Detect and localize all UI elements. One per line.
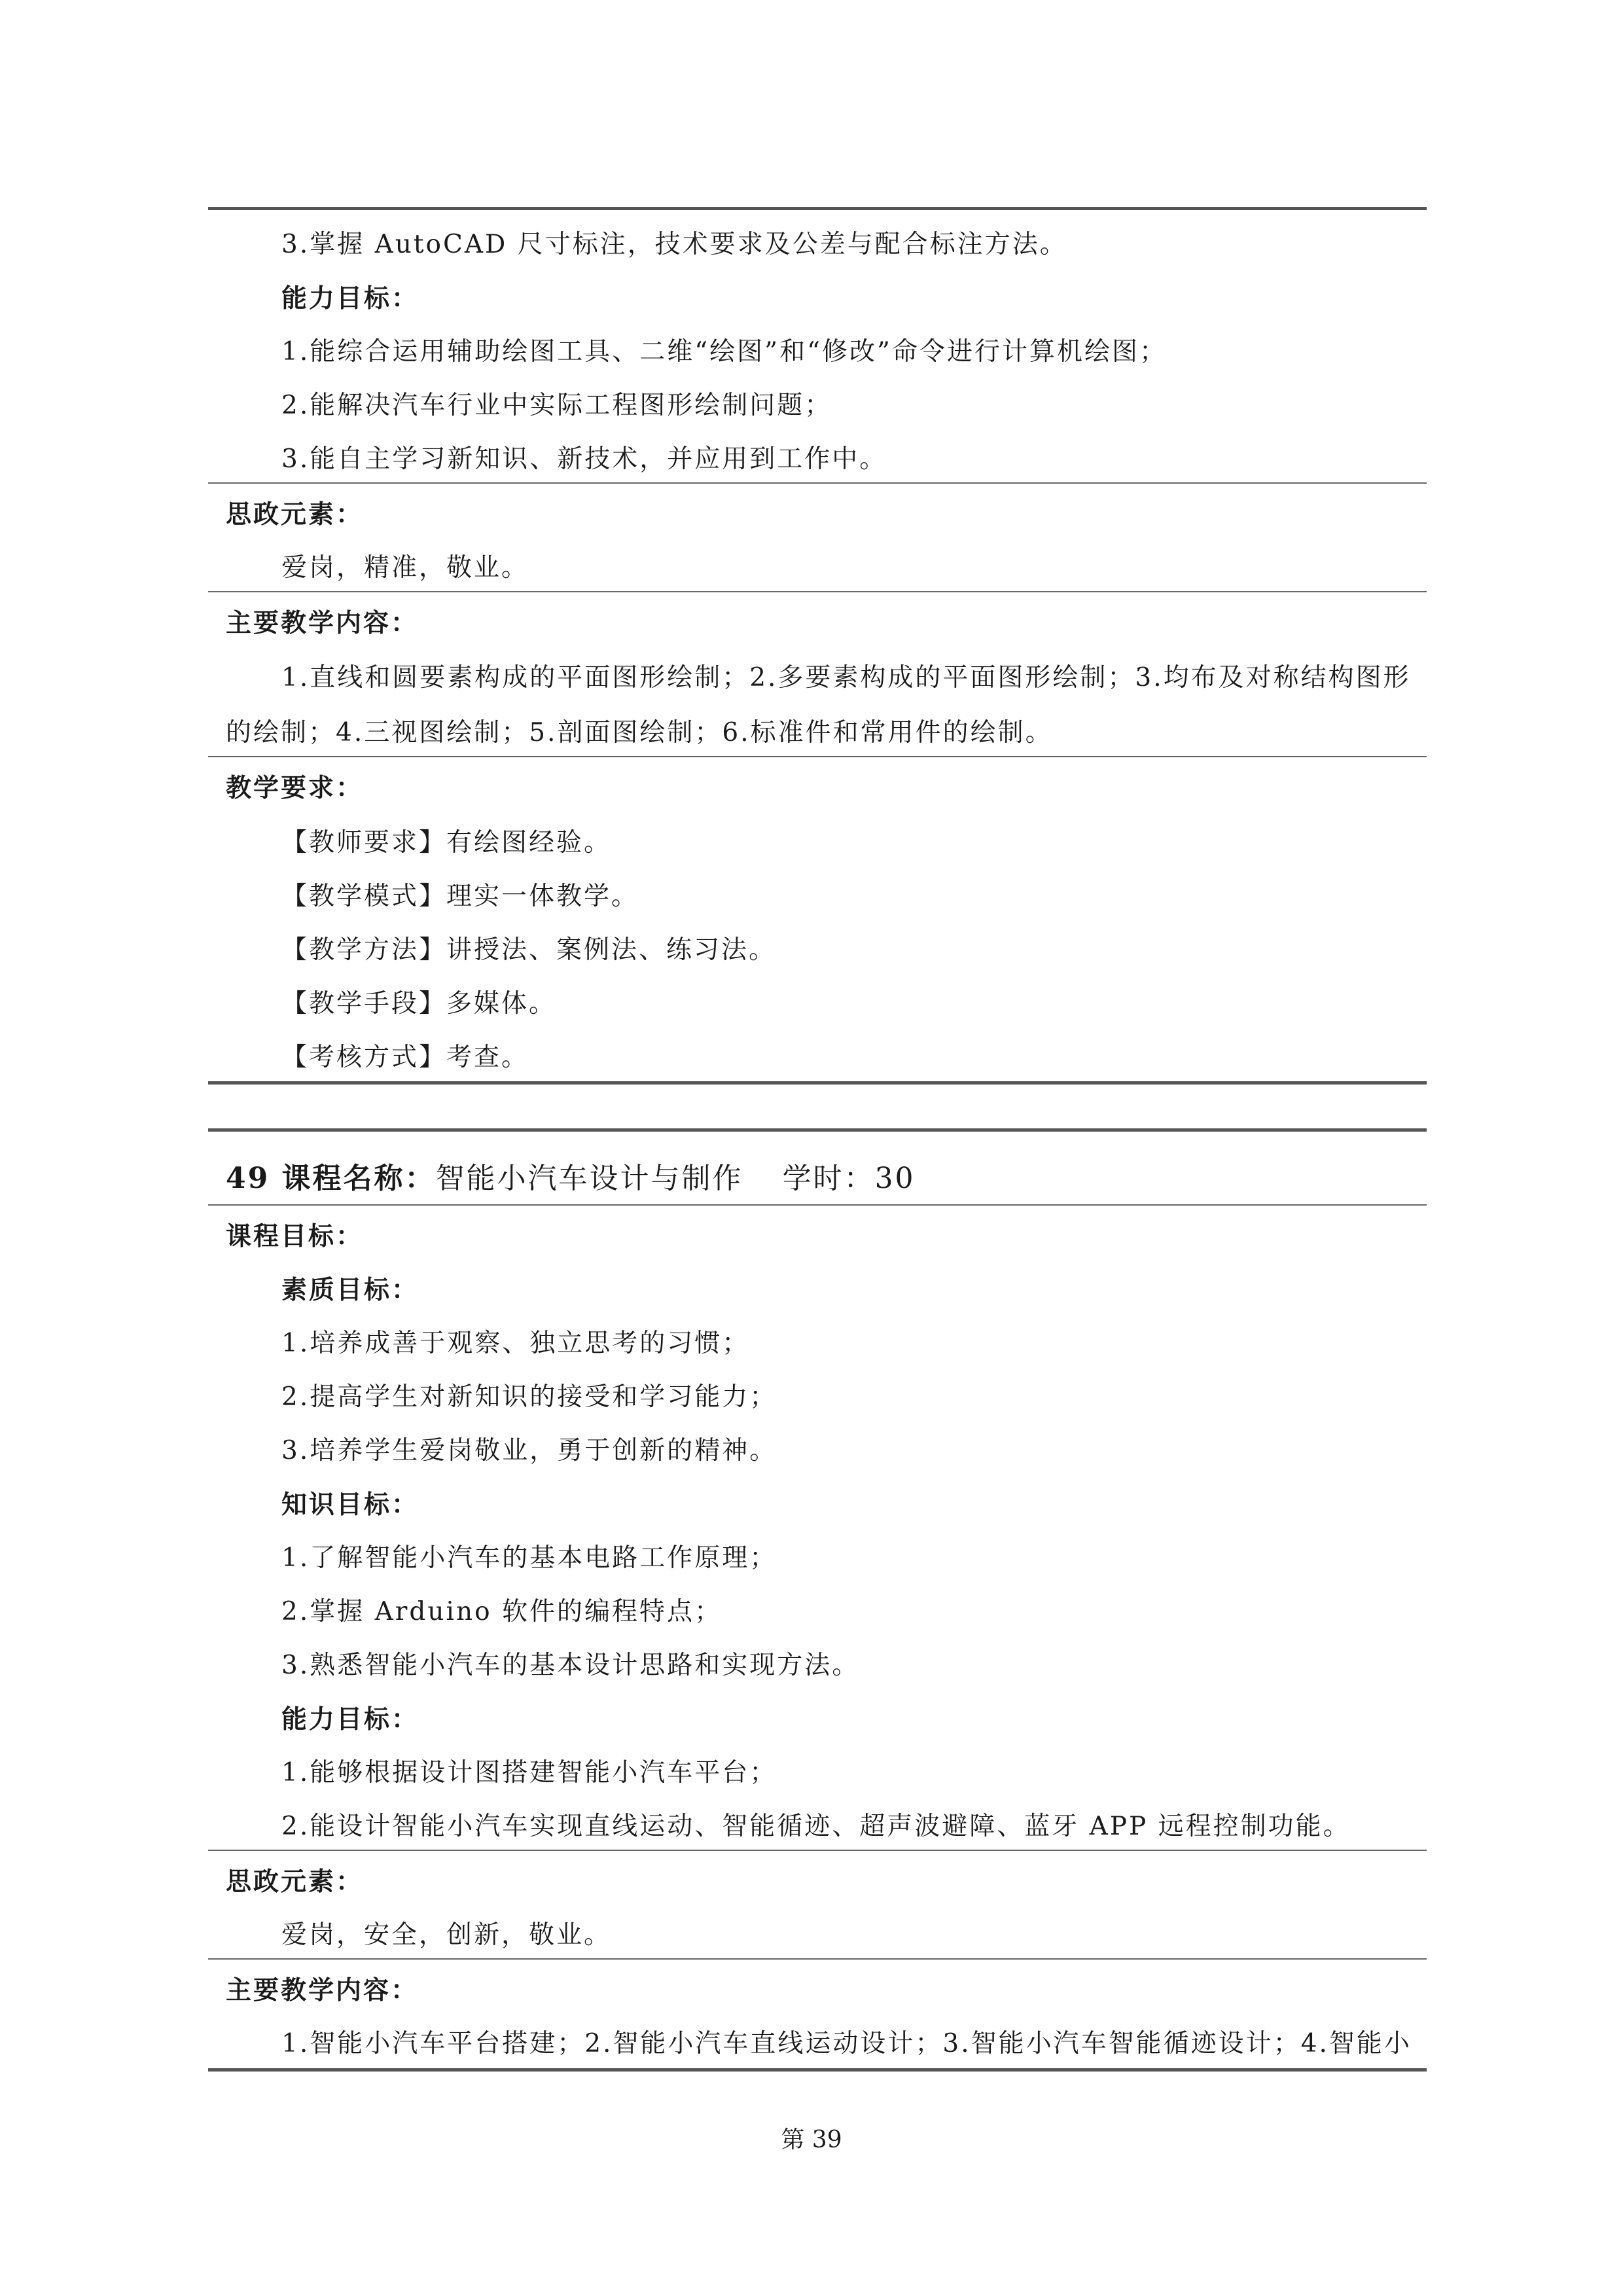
course-start-rule xyxy=(208,1128,1427,1132)
ability-item-2: 2.能设计智能小汽车实现直线运动、智能循迹、超声波避障、蓝牙 APP 远程控制功能。 xyxy=(281,1812,1351,1841)
quality-heading: 素质目标： xyxy=(281,1275,419,1305)
course-number-label: 49 课程名称： xyxy=(226,1162,436,1195)
divider xyxy=(208,482,1427,484)
quality-item-3: 3.培养学生爱岗敬业，勇于创新的精神。 xyxy=(281,1436,777,1465)
knowledge-item-2: 2.掌握 Arduino 软件的编程特点； xyxy=(281,1597,722,1626)
divider xyxy=(208,591,1427,592)
content-line-1: 1.智能小汽车平台搭建；2.智能小汽车直线运动设计；3.智能小汽车智能循迹设计；4.智能小 xyxy=(281,2029,1412,2058)
requirement-method: 【教学方法】讲授法、案例法、练习法。 xyxy=(281,935,777,965)
ability-heading: 能力目标： xyxy=(281,1704,419,1734)
knowledge-item-3: 3.掌握 AutoCAD 尺寸标注，技术要求及公差与配合标注方法。 xyxy=(281,230,1067,259)
page-number: 第 39 xyxy=(781,2126,842,2153)
section-end-rule xyxy=(208,1081,1427,1085)
bottom-rule xyxy=(208,2068,1427,2072)
course-title xyxy=(226,1160,916,1197)
course-hours-label: 学时： xyxy=(782,1162,875,1195)
requirement-assessment: 【考核方式】考查。 xyxy=(281,1043,529,1072)
requirements-heading: 教学要求： xyxy=(226,773,364,803)
divider xyxy=(208,1204,1427,1206)
ideology-text: 爱岗，精准，敬业。 xyxy=(281,553,529,583)
requirement-means: 【教学手段】多媒体。 xyxy=(281,989,557,1018)
ability-item-2: 2.能解决汽车行业中实际工程图形绘制问题； xyxy=(281,391,832,420)
quality-item-1: 1.培养成善于观察、独立思考的习惯； xyxy=(281,1329,750,1358)
top-rule xyxy=(208,207,1427,210)
knowledge-item-3: 3.熟悉智能小汽车的基本设计思路和实现方法。 xyxy=(281,1651,860,1680)
content-heading: 主要教学内容： xyxy=(226,1975,419,2005)
ideology-heading: 思政元素： xyxy=(226,1867,364,1897)
goals-heading: 课程目标： xyxy=(226,1221,364,1251)
ability-heading: 能力目标： xyxy=(281,283,419,314)
divider xyxy=(208,1850,1427,1851)
ability-item-1: 1.能综合运用辅助绘图工具、二维“绘图”和“修改”命令进行计算机绘图； xyxy=(281,337,1167,367)
knowledge-item-1: 1.了解智能小汽车的基本电路工作原理； xyxy=(281,1543,777,1573)
content-line-2: 的绘制；4.三视图绘制；5.剖面图绘制；6.标准件和常用件的绘制。 xyxy=(226,718,1053,747)
ability-item-1: 1.能够根据设计图搭建智能小汽车平台； xyxy=(281,1758,777,1787)
ability-item-3: 3.能自主学习新知识、新技术，并应用到工作中。 xyxy=(281,444,887,474)
course-name: 智能小汽车设计与制作 xyxy=(435,1162,743,1195)
divider xyxy=(208,1958,1427,1960)
requirement-mode: 【教学模式】理实一体教学。 xyxy=(281,882,639,911)
quality-item-2: 2.提高学生对新知识的接受和学习能力； xyxy=(281,1382,777,1412)
ideology-text: 爱岗，安全，创新，敬业。 xyxy=(281,1920,612,1950)
ideology-heading: 思政元素： xyxy=(226,499,364,529)
divider xyxy=(208,756,1427,757)
course-hours: 30 xyxy=(874,1162,916,1195)
knowledge-heading: 知识目标： xyxy=(281,1490,419,1520)
content-heading: 主要教学内容： xyxy=(226,608,419,638)
requirement-teacher: 【教师要求】有绘图经验。 xyxy=(281,828,612,857)
content-line-1: 1.直线和圆要素构成的平面图形绘制；2.多要素构成的平面图形绘制；3.均布及对称结构图形 xyxy=(281,663,1411,692)
